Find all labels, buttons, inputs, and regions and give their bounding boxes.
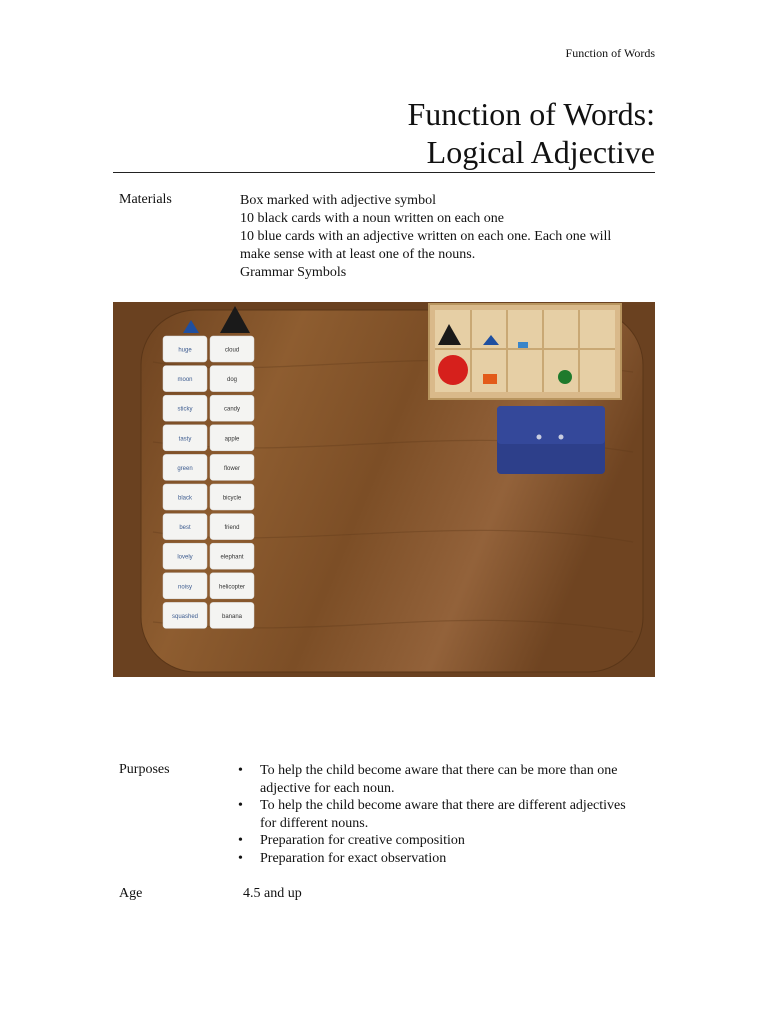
adjective-card-word: squashed xyxy=(171,613,199,620)
purpose-line: adjective for each noun. xyxy=(260,780,395,796)
purpose-line: • Preparation for creative composition xyxy=(260,833,465,848)
noun-card-word: apple xyxy=(224,436,240,443)
purpose-item xyxy=(232,832,662,850)
photo-illustration xyxy=(113,302,655,677)
noun-card xyxy=(210,484,254,510)
adjective-card-word: black xyxy=(177,495,193,502)
age-value: 4.5 and up xyxy=(243,886,302,901)
adjective-card xyxy=(163,454,207,480)
noun-card-word: elephant xyxy=(220,554,244,561)
purpose-line: • To help the child become aware that there are different adjectives xyxy=(260,798,626,813)
adjective-card-word: sticky xyxy=(177,406,193,413)
noun-card-word: bicycle xyxy=(222,495,242,502)
purpose-item xyxy=(232,850,662,868)
materials-label: Materials xyxy=(119,192,172,207)
adjective-card-word: tasty xyxy=(178,436,192,443)
materials-list xyxy=(240,192,660,282)
noun-card-word: dog xyxy=(226,377,238,384)
noun-card xyxy=(210,336,254,362)
purpose-line: • To help the child become aware that there can be more than one xyxy=(260,763,618,778)
noun-card xyxy=(210,543,254,569)
materials-line: Grammar Symbols xyxy=(240,265,347,280)
symbol-box xyxy=(429,304,621,399)
materials-line: make sense with at least one of the nouns. xyxy=(240,247,476,262)
purpose-item xyxy=(232,762,662,797)
adjective-card xyxy=(163,425,207,451)
adjective-card xyxy=(163,543,207,569)
noun-card-word: friend xyxy=(224,525,240,532)
adjective-card xyxy=(163,484,207,510)
noun-card xyxy=(210,602,254,628)
noun-card-word: flower xyxy=(223,465,241,472)
materials-photo xyxy=(113,302,655,677)
noun-card xyxy=(210,366,254,392)
noun-card xyxy=(210,454,254,480)
materials-line: 10 black cards with a noun written on each one xyxy=(240,211,504,226)
adjective-card xyxy=(163,395,207,421)
adjective-card-word: noisy xyxy=(177,584,193,591)
purposes-list xyxy=(232,762,662,867)
noun-card xyxy=(210,573,254,599)
adjective-card-word: huge xyxy=(178,347,192,354)
adjective-card-word: moon xyxy=(177,377,193,384)
adjective-card xyxy=(163,336,207,362)
noun-card-word: banana xyxy=(221,613,243,620)
purpose-line: for different nouns. xyxy=(260,815,369,831)
adjective-card-word: green xyxy=(177,465,193,472)
purpose-item xyxy=(232,797,662,832)
adjective-card xyxy=(163,602,207,628)
title-rule xyxy=(113,172,655,173)
adjective-card xyxy=(163,514,207,540)
noun-card xyxy=(210,425,254,451)
running-header: Function of Words xyxy=(565,46,655,60)
blue-pouch xyxy=(497,406,605,474)
purposes-label: Purposes xyxy=(119,762,170,777)
noun-card-word: cloud xyxy=(224,347,240,354)
adjective-card xyxy=(163,366,207,392)
age-label: Age xyxy=(119,886,143,901)
noun-card-word: helicopter xyxy=(218,584,246,591)
page-title-line-1: Function of Words: xyxy=(407,96,655,132)
purpose-line: • Preparation for exact observation xyxy=(260,850,447,866)
adjective-card-word: best xyxy=(179,525,191,532)
materials-line: Box marked with adjective symbol xyxy=(240,193,436,208)
adjective-card xyxy=(163,573,207,599)
page-title-line-2: Logical Adjective xyxy=(426,134,655,170)
noun-card-word: candy xyxy=(223,406,241,413)
adjective-card-word: lovely xyxy=(177,554,193,561)
noun-card xyxy=(210,514,254,540)
materials-line: 10 blue cards with an adjective written on each one. Each one will xyxy=(240,229,612,244)
noun-card xyxy=(210,395,254,421)
